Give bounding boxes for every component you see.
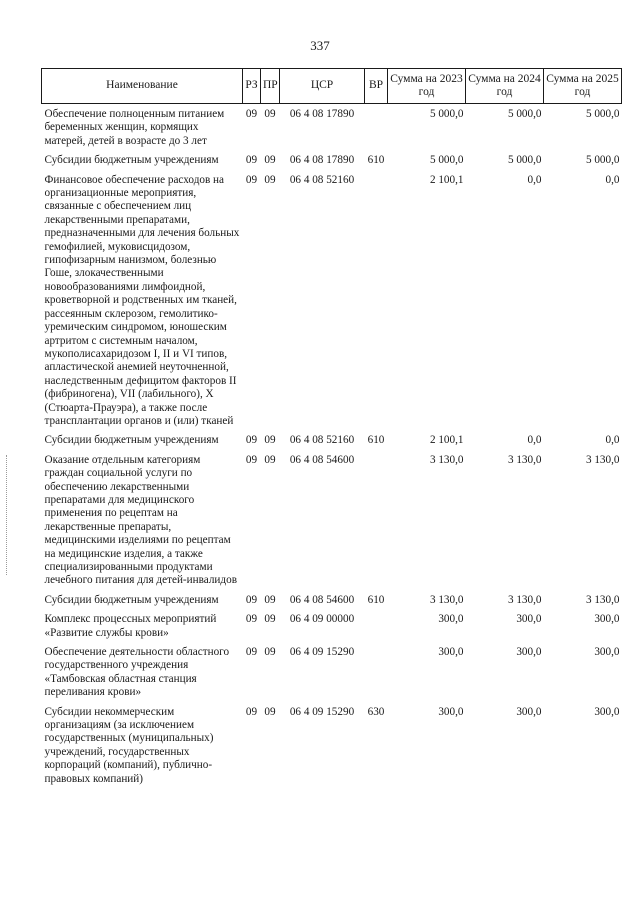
row-sum-2025: 0,0 [605, 173, 620, 186]
row-sum-2023: 2 100,1 [429, 434, 464, 447]
header-vr: ВР [365, 69, 388, 104]
row-pr: 09 [264, 613, 276, 626]
header-name: Наименование [42, 69, 243, 104]
binding-mark [6, 455, 9, 575]
row-sum-2025: 0,0 [605, 434, 620, 447]
row-sum-2024: 300,0 [516, 646, 542, 659]
header-sum-2025: Сумма на 2025 год [544, 69, 622, 104]
row-sum-2024: 0,0 [527, 173, 542, 186]
row-sum-2024: 5 000,0 [507, 154, 542, 167]
row-sum-2024: 0,0 [527, 434, 542, 447]
header-sum-2023: Сумма на 2023 год [388, 69, 466, 104]
row-name: Обеспечение деятельности областного государственного учреждения «Тамбовская областная станция переливания крови» [44, 646, 230, 699]
row-rz: 09 [245, 154, 258, 167]
row-vr [365, 174, 388, 435]
header-rz: РЗ [243, 69, 261, 104]
row-rz: 09 [245, 173, 258, 186]
row-name: Субсидии бюджетным учреждениям [44, 434, 219, 447]
table-row [42, 434, 622, 453]
row-sum-2023: 300,0 [438, 613, 464, 626]
row-vr [365, 104, 388, 155]
row-sum-2024: 300,0 [516, 613, 542, 626]
row-sum-2025: 5 000,0 [585, 154, 620, 167]
row-name: Комплекс процессных мероприятий «Развитие службы крови» [44, 613, 217, 639]
row-vr: 610 [367, 434, 385, 447]
row-pr: 09 [264, 154, 276, 167]
row-pr: 09 [264, 646, 276, 659]
row-sum-2025: 300,0 [594, 613, 620, 626]
row-csr: 06 4 08 52160 [289, 173, 355, 186]
row-name: Субсидии некоммерческим организациям (за исключением государственных (муниципальных) учреждений, государственных корпораций (компаний), публично-правовых компаний) [44, 705, 214, 785]
row-sum-2025: 300,0 [594, 705, 620, 718]
table-header [42, 69, 622, 104]
row-pr: 09 [264, 108, 276, 120]
row-csr: 06 4 09 15290 [289, 705, 355, 718]
row-sum-2023: 300,0 [438, 705, 464, 718]
row-pr: 09 [264, 593, 276, 606]
row-name: Финансовое обеспечение расходов на организационные мероприятия, связанные с обеспечением лиц лекарственными препаратами, предназначенными для лечения больных гемофилией, муковисцидозом, гипофизарным нанизмом, болезнью Гоше, злокачественными новообразованиями лимфоидной, кроветворной и родственных им тканей, рассеянным склерозом, гемолитико-уремическим синдромом, юношеским артритом с системным началом, мукополисахаридозом I, II и VI типов, апластической анемией неуточненной, наследственным дефицитом факторов II (фибриногена), VII (лабильного), X (Стюарта-Прауэра), а также после трансплантации органов и (или) тканей [44, 173, 240, 427]
row-sum-2024: 3 130,0 [507, 453, 542, 466]
table-row [42, 174, 622, 435]
row-csr: 06 4 08 52160 [289, 434, 355, 447]
row-vr: 630 [367, 705, 385, 718]
row-rz: 09 [245, 434, 258, 447]
row-rz: 09 [245, 593, 258, 606]
row-sum-2023: 3 130,0 [429, 453, 464, 466]
row-sum-2024: 5 000,0 [507, 108, 542, 120]
row-sum-2025: 300,0 [594, 646, 620, 659]
row-name: Субсидии бюджетным учреждениям [44, 154, 219, 167]
row-rz: 09 [245, 646, 258, 659]
row-pr: 09 [264, 453, 276, 466]
row-csr: 06 4 08 17890 [289, 154, 355, 167]
row-csr: 06 4 09 00000 [289, 613, 355, 626]
row-vr [365, 454, 388, 594]
row-csr: 06 4 08 54600 [289, 593, 355, 606]
row-sum-2023: 2 100,1 [429, 173, 464, 186]
row-csr: 06 4 09 15290 [289, 646, 355, 659]
row-csr: 06 4 08 54600 [289, 453, 355, 466]
row-name: Обеспечение полноценным питанием беременных женщин, кормящих матерей, детей в возрасте до 3 лет [44, 108, 225, 147]
row-sum-2025: 3 130,0 [585, 593, 620, 606]
table-row [42, 154, 622, 173]
header-pr: ПР [261, 69, 280, 104]
header-row [42, 69, 622, 104]
table-row [42, 706, 622, 792]
row-sum-2023: 5 000,0 [429, 108, 464, 120]
header-sum-2024: Сумма на 2024 год [466, 69, 544, 104]
row-vr [365, 646, 388, 706]
page-number: 337 [310, 38, 330, 53]
row-rz: 09 [245, 613, 258, 626]
table-body [42, 104, 622, 793]
row-name: Субсидии бюджетным учреждениям [44, 593, 219, 606]
row-csr: 06 4 08 17890 [289, 108, 355, 120]
row-sum-2023: 5 000,0 [429, 154, 464, 167]
table-row [42, 646, 622, 706]
row-sum-2025: 5 000,0 [585, 108, 620, 120]
row-sum-2024: 3 130,0 [507, 593, 542, 606]
row-rz: 09 [245, 453, 258, 466]
row-rz: 09 [245, 705, 258, 718]
table-row [42, 594, 622, 613]
row-pr: 09 [264, 173, 276, 186]
row-rz: 09 [245, 108, 258, 120]
row-sum-2023: 3 130,0 [429, 593, 464, 606]
table-row [42, 104, 622, 155]
header-csr: ЦСР [280, 69, 365, 104]
table-row [42, 613, 622, 646]
table-row [42, 454, 622, 594]
row-vr: 610 [367, 154, 385, 167]
row-sum-2023: 300,0 [438, 646, 464, 659]
row-name: Оказание отдельным категориям граждан социальной услуги по обеспечению лекарственными препаратами для медицинского применения по рецептам на лекарственные препараты, медицинскими изделиями по рецептам на медицинские изделия, а также специализированными продуктами лечебного питания для детей-инвалидов [44, 453, 237, 587]
row-pr: 09 [264, 705, 276, 718]
budget-table [41, 68, 622, 792]
row-vr [365, 613, 388, 646]
row-vr: 610 [367, 593, 385, 606]
row-pr: 09 [264, 434, 276, 447]
row-sum-2025: 3 130,0 [585, 453, 620, 466]
row-sum-2024: 300,0 [516, 705, 542, 718]
